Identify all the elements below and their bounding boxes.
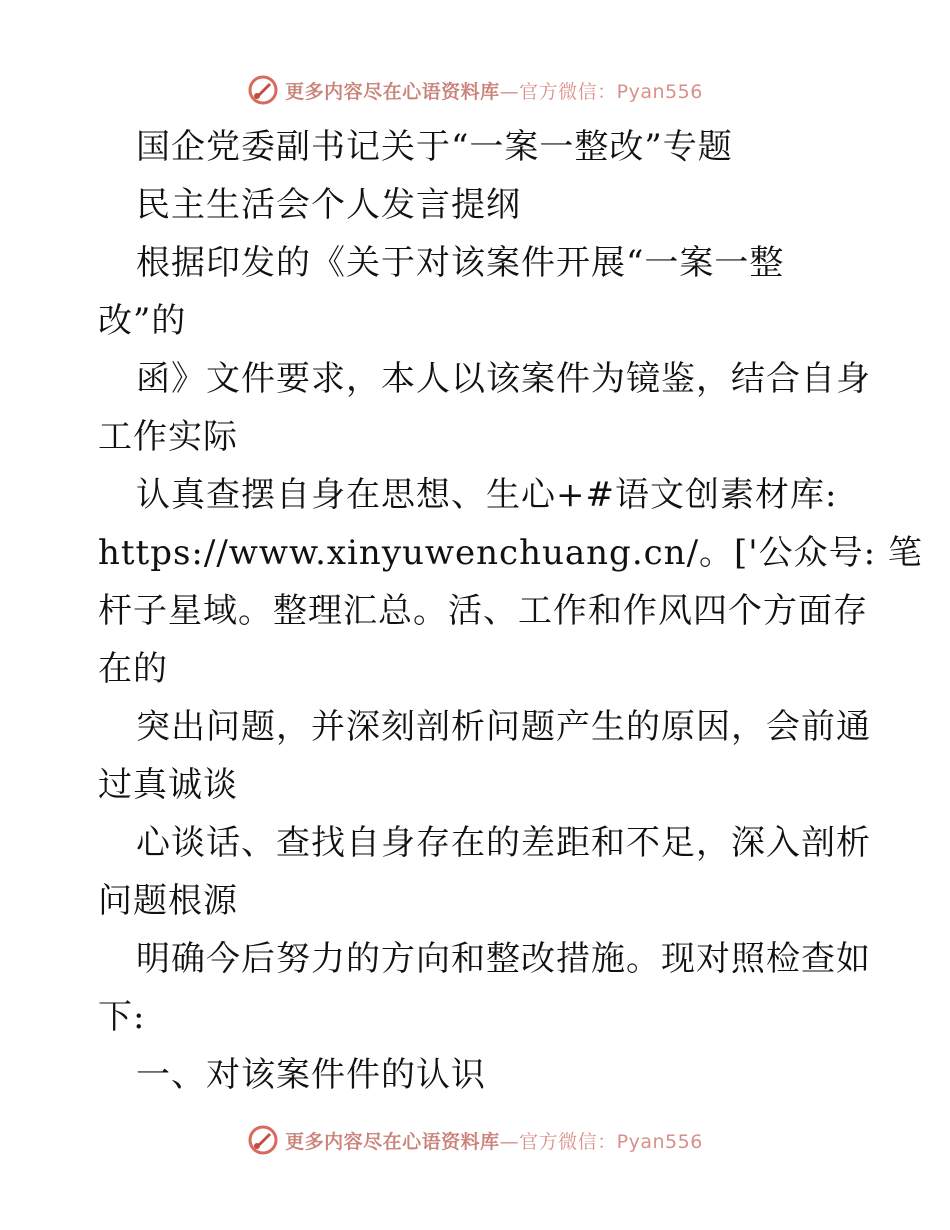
document-line: 改”的 [98, 301, 187, 341]
footer-watermark [0, 1120, 950, 1160]
document-line: 在的 [98, 649, 168, 689]
document-body [98, 118, 923, 1104]
document-line: 国企党委副书记关于“一案一整改”专题 [136, 127, 733, 167]
document-line: 过真诚谈 [98, 765, 238, 805]
document-line: 明确今后努力的方向和整改措施。现对照检查如 [136, 939, 871, 979]
watermark-library-name: 更多内容尽在心语资料库 [285, 80, 500, 103]
watermark-text [285, 77, 703, 104]
document-line: 一、对该案件件的认识 [136, 1055, 486, 1095]
watermark-wechat: —官方微信：Pyan556 [499, 80, 703, 103]
document-line: 问题根源 [98, 881, 238, 921]
watermark-wechat: —官方微信：Pyan556 [499, 1130, 703, 1153]
document-line: https://www.xinyuwenchuang.cn/。['公众号: 笔 [98, 533, 923, 573]
document-line: 工作实际 [98, 417, 238, 457]
document-line: 认真查摆自身在思想、生心+#语文创素材库: [136, 475, 838, 515]
document-line: 下: [98, 997, 146, 1037]
document-line: 突出问题，并深刻剖析问题产生的原因，会前通 [136, 707, 871, 747]
document-line: 民主生活会个人发言提纲 [136, 185, 521, 225]
watermark-text [285, 1127, 703, 1154]
document-line: 杆子星域。整理汇总。活、工作和作风四个方面存 [98, 591, 868, 631]
brush-logo-icon [247, 1124, 279, 1156]
document-line: 心谈话、查找自身存在的差距和不足，深入剖析 [136, 823, 871, 863]
watermark-library-name: 更多内容尽在心语资料库 [285, 1130, 500, 1153]
header-watermark [0, 70, 950, 110]
document-line: 根据印发的《关于对该案件开展“一案一整 [136, 243, 785, 283]
brush-logo-icon [247, 74, 279, 106]
document-line: 函》文件要求，本人以该案件为镜鉴，结合自身 [136, 359, 871, 399]
